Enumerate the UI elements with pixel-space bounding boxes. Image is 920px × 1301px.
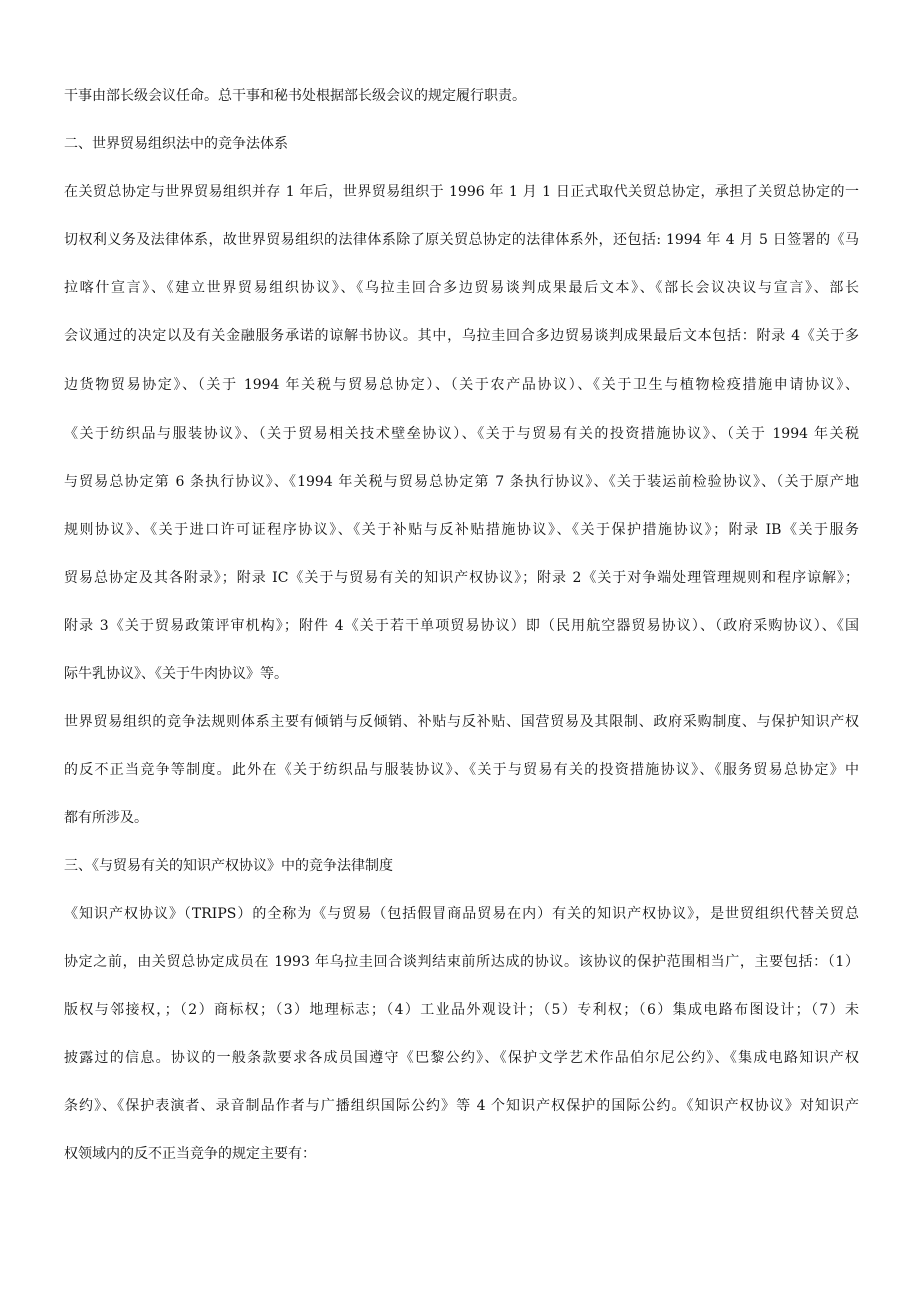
section-heading: 三、《与贸易有关的知识产权协议》中的竞争法律制度 <box>64 858 393 874</box>
paragraph-line: 切权利义务及法律体系，故世界贸易组织的法律体系除了原关贸总协定的法律体系外，还包括: 1994 年 4 月 5 日签署的《马 <box>64 232 859 248</box>
paragraph-line: 权领域内的反不正当竞争的规定主要有： <box>64 1146 316 1162</box>
paragraph-line: 版权与邻接权，；（2）商标权；（3）地理标志；（4）工业品外观设计；（5）专利权；（6）集成电路布图设计；（7）未 <box>64 1002 859 1018</box>
paragraph-line: 际牛乳协议》、《关于牛肉协议》等。 <box>64 666 288 682</box>
paragraph-line: 披露过的信息。协议的一般条款要求各成员国遵守《巴黎公约》、《保护文学艺术作品伯尔尼公约》、《集成电路知识产权 <box>64 1050 859 1066</box>
paragraph-line: 的反不正当竞争等制度。此外在《关于纺织品与服装协议》、《关于与贸易有关的投资措施协议》、《服务贸易总协定》中 <box>64 762 859 778</box>
paragraph-line: 拉喀什宣言》、《建立世界贸易组织协议》、《乌拉圭回合多边贸易谈判成果最后文本》、《部长会议决议与宣言》、部长 <box>64 280 859 296</box>
paragraph-line: 条约》、《保护表演者、录音制品作者与广播组织国际公约》等 4 个知识产权保护的国际公约。《知识产权协议》对知识产 <box>64 1098 859 1114</box>
paragraph-line: 附录 3《关于贸易政策评审机构》；附件 4《关于若干单项贸易协议）即（民用航空器贸易协议）、（政府采购协议）、《国 <box>64 618 859 634</box>
section-heading: 二、世界贸易组织法中的竞争法体系 <box>64 136 288 152</box>
paragraph-line: 边货物贸易协定》、（关于 1994 年关税与贸易总协定）、（关于农产品协议）、《关于卫生与植物检疫措施申请协议》、 <box>64 377 859 393</box>
paragraph-line: 协定之前，由关贸总协定成员在 1993 年乌拉圭回合谈判结束前所达成的协议。该协议的保护范围相当广，主要包括：（1） <box>64 954 859 970</box>
paragraph-line: 与贸易总协定第 6 条执行协议》、《1994 年关税与贸易总协定第 7 条执行协议》、《关于装运前检验协议》、（关于原产地 <box>64 474 859 490</box>
paragraph-line: 干事由部长级会议任命。总干事和秘书处根据部长级会议的规定履行职责。 <box>64 88 526 104</box>
paragraph-line: 在关贸总协定与世界贸易组织并存 1 年后，世界贸易组织于 1996 年 1 月 1 日正式取代关贸总协定，承担了关贸总协定的一 <box>64 184 859 200</box>
paragraph-line: 都有所涉及。 <box>64 810 148 826</box>
paragraph-line: 《知识产权协议》（TRIPS）的全称为《与贸易（包括假冒商品贸易在内）有关的知识产权协议》，是世贸组织代替关贸总 <box>64 906 859 922</box>
paragraph-line: 贸易总协定及其各附录》；附录 IC《关于与贸易有关的知识产权协议》；附录 2《关于对争端处理管理规则和程序谅解》； <box>64 570 859 586</box>
paragraph-line: 规则协议》、《关于进口许可证程序协议》、《关于补贴与反补贴措施协议》、《关于保护措施协议》；附录 IB《关于服务 <box>64 522 859 538</box>
paragraph-line: 《关于纺织品与服装协议》、（关于贸易相关技术壁垒协议）、《关于与贸易有关的投资措施协议》、（关于 1994 年关税 <box>64 426 859 442</box>
paragraph-line: 会议通过的决定以及有关金融服务承诺的谅解书协议。其中，乌拉圭回合多边贸易谈判成果最后文本包括：附录 4《关于多 <box>64 328 859 344</box>
paragraph-line: 世界贸易组织的竞争法规则体系主要有倾销与反倾销、补贴与反补贴、国营贸易及其限制、政府采购制度、与保护知识产权 <box>64 714 859 730</box>
